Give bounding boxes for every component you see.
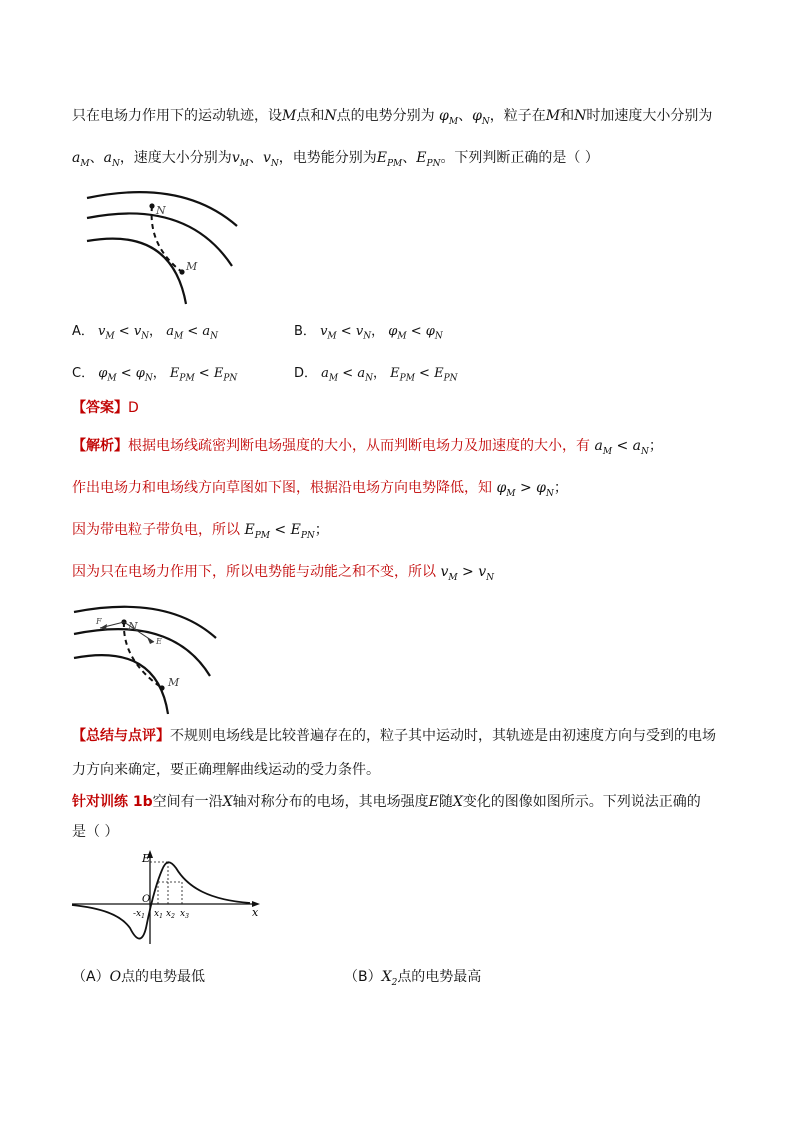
var-a: a	[103, 150, 112, 166]
option-D-prefix: D．	[294, 366, 318, 381]
label-neg-x1	[133, 909, 145, 920]
summary-tag: 【总结与点评】	[72, 728, 170, 744]
sub-M: M	[239, 158, 249, 169]
field-line	[74, 655, 168, 714]
var-M: M	[545, 108, 561, 124]
choice-A	[72, 966, 205, 986]
sub-N: N	[486, 572, 495, 583]
var-a: a	[321, 366, 329, 381]
summary-line-1	[72, 726, 716, 746]
sub-N: N	[229, 373, 238, 384]
label-x3	[180, 909, 189, 920]
label-sub-1: 1	[141, 913, 145, 920]
analysis-tag: 【解析】	[72, 438, 128, 454]
choice-B-prefix: （B）	[344, 969, 382, 985]
sub-N: N	[210, 331, 219, 342]
var-a: a	[72, 150, 81, 166]
label-x-text: x	[166, 909, 172, 919]
label-E: E	[156, 637, 162, 646]
var-X: X	[452, 794, 463, 810]
op-lt: <	[198, 366, 210, 381]
summary-line-2	[72, 760, 380, 780]
analysis-line-4	[72, 562, 494, 588]
var-v: v	[262, 150, 271, 166]
analysis-punct: ；	[648, 438, 663, 454]
analysis-text: 因为只在电场力作用下，所以电势能与动能之和不变，所以	[72, 564, 436, 580]
sub-M: M	[260, 530, 270, 541]
graph-E-vs-x	[70, 848, 262, 948]
sub-N: N	[432, 158, 441, 169]
training-line-2	[72, 822, 118, 842]
op-lt: <	[419, 366, 430, 381]
sub-M: M	[397, 331, 407, 342]
question-text: ，速度大小分别为	[119, 150, 232, 166]
var-phi: φ	[135, 366, 145, 381]
label-M: M	[168, 676, 180, 689]
label-sub-2: 2	[171, 913, 175, 920]
label-x: x	[252, 906, 259, 919]
option-B-prefix: B．	[294, 324, 316, 339]
analysis-text: 根据电场线疏密判断电场强度的大小，从而判断电场力及加速度的大小，有	[128, 438, 590, 454]
analysis-line-1	[72, 436, 663, 462]
question-text: ，粒子在	[489, 108, 546, 124]
sub-P: P	[399, 373, 406, 384]
sub-M: M	[107, 373, 117, 384]
var-X: X	[222, 794, 233, 810]
option-B	[294, 320, 443, 342]
comma: ，	[371, 324, 385, 339]
summary-text: 力方向来确定，要正确理解曲线运动的受力条件。	[72, 762, 380, 778]
question-line-1	[72, 106, 712, 132]
label-sub-3: 3	[185, 913, 189, 920]
sub-M: M	[328, 373, 339, 384]
op-gt: >	[519, 480, 532, 496]
var-v: v	[133, 324, 142, 339]
sub-M: M	[105, 331, 115, 342]
sub-M: M	[173, 331, 184, 342]
question-text: 和	[560, 108, 575, 124]
label-sub-1: 1	[159, 913, 163, 920]
op-lt: <	[274, 522, 287, 538]
question-text: 。下列判断正确的是（ ）	[440, 150, 599, 166]
sub-P: P	[426, 158, 433, 169]
sub-N: N	[545, 488, 554, 499]
op-lt: <	[616, 438, 629, 454]
var-E: E	[213, 366, 224, 381]
analysis-text: 因为带电粒子带负电，所以	[72, 522, 240, 538]
var-E: E	[416, 150, 427, 166]
point-N	[149, 203, 154, 208]
training-text: 是（ ）	[72, 824, 119, 840]
label-x-text: x	[154, 909, 160, 919]
sub-P: P	[300, 530, 307, 541]
op-gt: >	[462, 564, 474, 580]
choice-A-prefix: （A）	[72, 969, 110, 985]
choice-B-text: 点的电势最高	[397, 969, 482, 985]
var-E: E	[169, 366, 180, 381]
option-A	[72, 320, 218, 342]
var-N: N	[324, 108, 337, 124]
field-line	[87, 239, 186, 304]
sub-P: P	[179, 373, 186, 384]
var-phi: φ	[472, 108, 482, 124]
var-phi: φ	[439, 108, 449, 124]
var-a: a	[166, 324, 174, 339]
field-arrowhead	[147, 637, 154, 644]
var-E: E	[376, 150, 387, 166]
op-lt: <	[187, 324, 199, 339]
var-phi: φ	[496, 480, 507, 496]
option-C-prefix: C．	[72, 366, 95, 381]
label-E: E	[142, 852, 151, 865]
training-tag: 针对训练 1b	[72, 794, 153, 810]
separator: 、	[402, 150, 417, 166]
analysis-text: 作出电场力和电场线方向草图如下图，根据沿电场方向电势降低，知	[72, 480, 492, 496]
sub-N: N	[641, 446, 649, 457]
training-text: 轴对称分布的电场，其电场强度	[232, 794, 429, 810]
label-N: N	[128, 620, 138, 633]
training-text: 随	[438, 794, 453, 810]
sub-N: N	[363, 331, 372, 342]
var-E: E	[428, 794, 439, 810]
sub-P: P	[254, 530, 261, 541]
analysis-line-3	[72, 520, 329, 546]
point-M	[179, 269, 184, 274]
label-N: N	[156, 204, 166, 217]
var-M: M	[282, 108, 297, 124]
option-D	[294, 362, 458, 384]
var-v: v	[355, 324, 364, 339]
question-text: ，电势能分别为	[278, 150, 377, 166]
sub-N: N	[449, 373, 458, 384]
var-a: a	[202, 324, 211, 339]
label-O: O	[142, 894, 151, 905]
figure-field-lines-2	[72, 600, 222, 716]
var-v: v	[440, 564, 449, 580]
op-lt: <	[120, 366, 132, 381]
var-E: E	[244, 522, 255, 538]
sub-PN	[427, 159, 441, 169]
separator: 、	[89, 150, 104, 166]
sub-N: N	[144, 373, 153, 384]
var-v: v	[231, 150, 240, 166]
sub-M: M	[80, 158, 90, 169]
sub-N: N	[434, 331, 443, 342]
question-text: 时加速度大小分别为	[586, 108, 713, 124]
sub-N: N	[481, 116, 490, 127]
choice-A-text: 点的电势最低	[121, 969, 206, 985]
analysis-punct: ；	[553, 480, 568, 496]
var-phi: φ	[98, 366, 108, 381]
answer-value: D	[128, 400, 139, 416]
training-text: 空间有一沿	[152, 794, 223, 810]
sub-N: N	[111, 158, 120, 169]
label-x2	[166, 909, 175, 920]
sub-N: N	[306, 530, 315, 541]
figure-field-lines-1	[82, 186, 242, 308]
sub-M: M	[327, 331, 337, 342]
question-text: 只在电场力作用下的运动轨迹，设	[72, 108, 282, 124]
training-text: 变化的图像如图所示。下列说法正确的	[462, 794, 701, 810]
question-line-2	[72, 148, 599, 174]
point-M	[159, 685, 164, 690]
var-a: a	[357, 366, 366, 381]
label-x1	[154, 909, 163, 920]
comma: ，	[372, 366, 386, 381]
choice-B	[344, 966, 481, 988]
sub-M: M	[506, 488, 516, 499]
var-phi: φ	[536, 480, 546, 496]
op-lt: <	[340, 324, 352, 339]
comma: ，	[149, 324, 163, 339]
answer-line	[72, 398, 139, 418]
sub-PM	[387, 159, 402, 169]
sub-M: M	[448, 116, 459, 127]
var-v: v	[98, 324, 106, 339]
summary-text: 不规则电场线是比较普遍存在的，粒子其中运动时，其轨迹是由初速度方向与受到的电场	[170, 728, 716, 744]
label-F: F	[96, 617, 102, 626]
answer-tag: 【答案】	[72, 400, 128, 416]
var-a: a	[594, 438, 603, 454]
option-C	[72, 362, 237, 384]
training-line-1	[72, 792, 701, 812]
sub-2: 2	[391, 977, 398, 988]
op-lt: <	[410, 324, 422, 339]
comma: ，	[152, 366, 166, 381]
sub-N: N	[141, 331, 150, 342]
sub-M: M	[185, 373, 195, 384]
sub-M: M	[405, 373, 415, 384]
field-curve	[72, 862, 250, 938]
var-a: a	[632, 438, 642, 454]
label-x-text: x	[180, 909, 186, 919]
label-M: M	[186, 260, 198, 273]
sub-P: P	[443, 373, 450, 384]
field-line	[74, 629, 210, 676]
sub-M: M	[602, 446, 613, 457]
analysis-line-2	[72, 478, 568, 504]
separator: 、	[248, 150, 263, 166]
question-text: 点和	[296, 108, 325, 124]
sub-P: P	[223, 373, 230, 384]
analysis-punct: ；	[314, 522, 329, 538]
var-E: E	[434, 366, 444, 381]
var-phi: φ	[388, 324, 398, 339]
var-O: O	[109, 969, 122, 985]
sub-N: N	[270, 158, 279, 169]
var-N: N	[574, 108, 587, 124]
sub-N: N	[365, 373, 373, 384]
label-neg-x-text: -x	[133, 909, 142, 919]
sub-P: P	[386, 158, 394, 169]
var-phi: φ	[425, 324, 435, 339]
sub-M: M	[448, 572, 458, 583]
var-E: E	[390, 366, 400, 381]
var-E: E	[290, 522, 301, 538]
separator: 、	[458, 108, 473, 124]
var-v: v	[320, 324, 328, 339]
var-v: v	[478, 564, 487, 580]
option-A-prefix: A．	[72, 324, 94, 339]
var-X2: X	[381, 969, 392, 985]
sub-M: M	[393, 158, 403, 169]
op-lt: <	[342, 366, 354, 381]
question-text: 点的电势分别为	[336, 108, 435, 124]
op-lt: <	[118, 324, 130, 339]
